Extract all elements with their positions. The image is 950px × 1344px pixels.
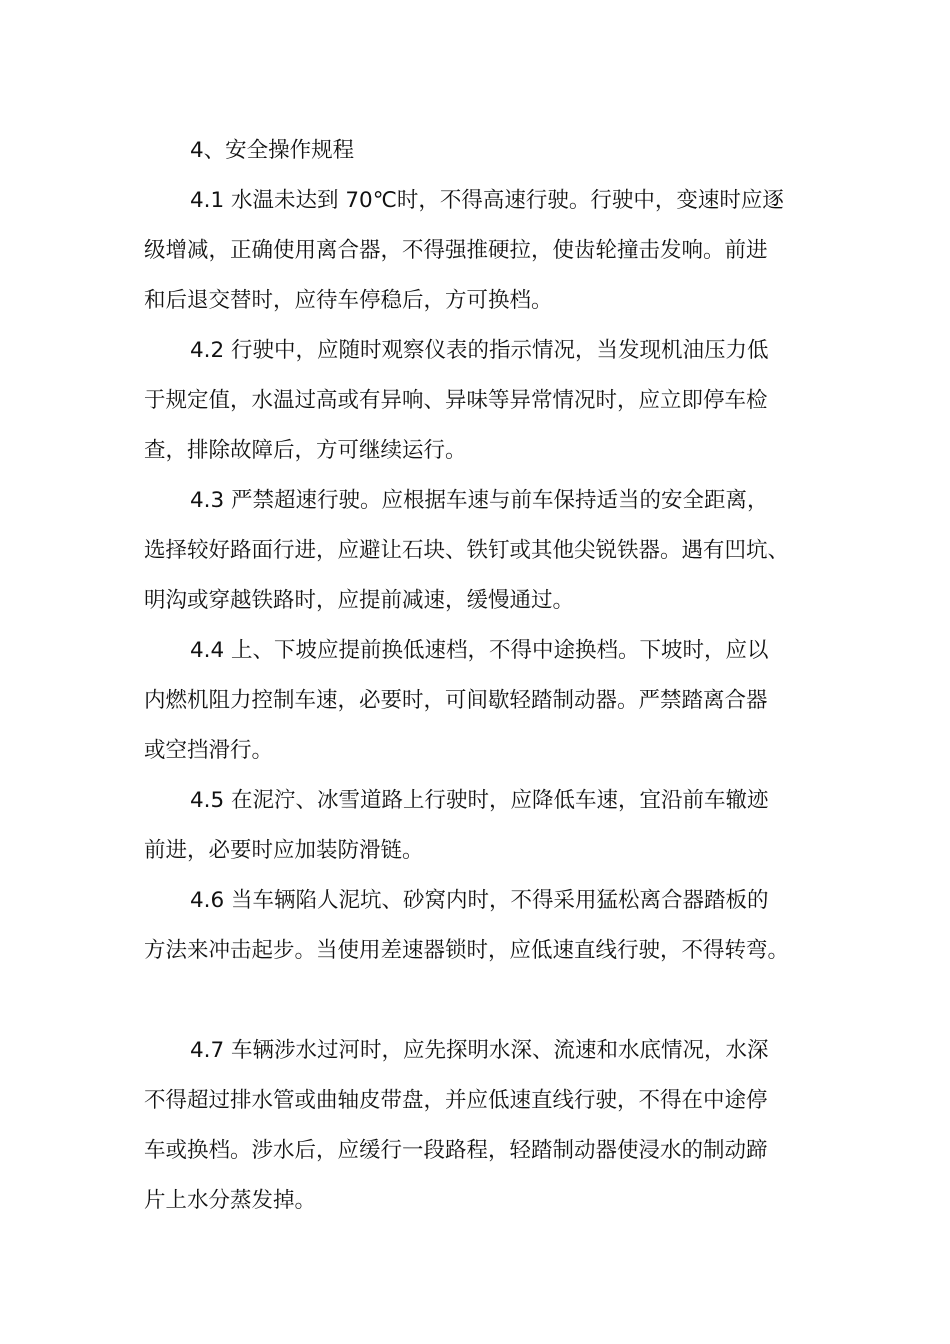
- section-4-1: [144, 176, 816, 326]
- paragraph-line: 明沟或穿越铁路时，应提前减速，缓慢通过。: [144, 588, 575, 613]
- paragraph-line: 片上水分蒸发掉。: [144, 1188, 317, 1213]
- paragraph-line: 和后退交替时，应待车停稳后，方可换档。: [144, 288, 553, 313]
- paragraph-line: 查，排除故障后，方可继续运行。: [144, 438, 467, 463]
- section-4-4: [144, 626, 816, 776]
- blank-line: [144, 976, 816, 1026]
- paragraph-line: 4.1 水温未达到 70℃时，不得高速行驶。行驶中，变速时应逐: [190, 188, 784, 213]
- section-4-5: [144, 776, 816, 876]
- paragraph-line: 于规定值，水温过高或有异响、异味等异常情况时，应立即停车检: [144, 388, 768, 413]
- paragraph-line: 4.7 车辆涉水过河时，应先探明水深、流速和水底情况，水深: [190, 1038, 769, 1063]
- section-heading: [144, 126, 816, 176]
- section-4-3: [144, 476, 816, 626]
- paragraph-line: 4.4 上、下坡应提前换低速档，不得中途换档。下坡时，应以: [190, 638, 769, 663]
- paragraph-line: 内燃机阻力控制车速，必要时，可间歇轻踏制动器。严禁踏离合器: [144, 688, 768, 713]
- section-4-6: [144, 876, 816, 976]
- heading-text: 4、安全操作规程: [190, 138, 355, 163]
- paragraph-line: 不得超过排水管或曲轴皮带盘，并应低速直线行驶，不得在中途停: [144, 1088, 768, 1113]
- paragraph-line: 选择较好路面行进，应避让石块、铁钉或其他尖锐铁器。遇有凹坑、: [144, 538, 790, 563]
- paragraph-line: 4.5 在泥泞、冰雪道路上行驶时，应降低车速，宜沿前车辙迹: [190, 788, 769, 813]
- paragraph-line: 前进，必要时应加装防滑链。: [144, 838, 424, 863]
- paragraph-line: 或空挡滑行。: [144, 738, 274, 763]
- paragraph-line: 4.6 当车辆陷人泥坑、砂窝内时，不得采用猛松离合器踏板的: [190, 888, 769, 913]
- section-4-7: [144, 1026, 816, 1226]
- paragraph-line: 方法来冲击起步。当使用差速器锁时，应低速直线行驶，不得转弯。: [144, 938, 790, 963]
- paragraph-line: 级增减，正确使用离合器，不得强推硬拉，使齿轮撞击发响。前进: [144, 238, 768, 263]
- paragraph-line: 4.2 行驶中，应随时观察仪表的指示情况，当发现机油压力低: [190, 338, 769, 363]
- paragraph-line: 4.3 严禁超速行驶。应根据车速与前车保持适当的安全距离，: [190, 488, 769, 513]
- document-page: [144, 126, 816, 1226]
- paragraph-line: 车或换档。涉水后，应缓行一段路程，轻踏制动器使浸水的制动蹄: [144, 1138, 768, 1163]
- section-4-2: [144, 326, 816, 476]
